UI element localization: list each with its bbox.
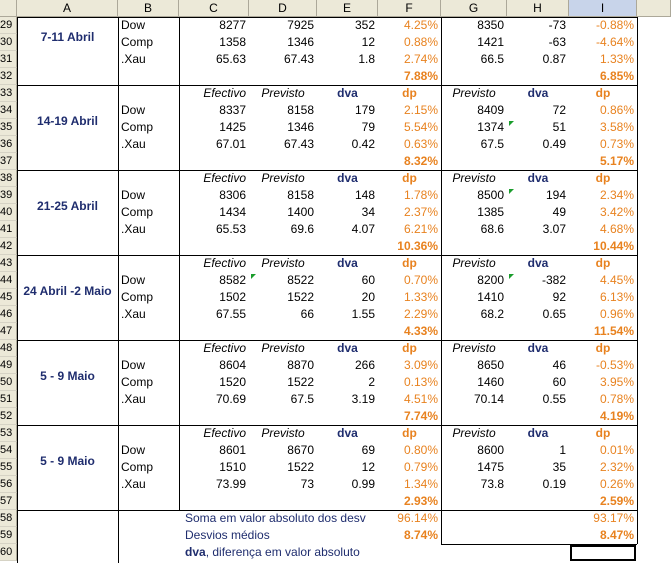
previsto-value[interactable]: 67.43 bbox=[283, 52, 314, 66]
column-header-j[interactable] bbox=[637, 0, 671, 17]
period-label[interactable]: 7-11 Abril bbox=[40, 30, 95, 44]
previsto-value[interactable]: 1522 bbox=[287, 460, 314, 474]
dp-total-2[interactable]: 10.44% bbox=[593, 239, 634, 253]
previsto-value-2[interactable]: 70.14 bbox=[473, 392, 504, 406]
dp-value-2[interactable]: 2.32% bbox=[599, 460, 634, 474]
previsto-value[interactable]: 8522 bbox=[287, 273, 314, 287]
ticker-name[interactable]: Dow bbox=[121, 188, 146, 202]
block-bottom-border bbox=[17, 85, 637, 86]
dva-value-2[interactable]: 51 bbox=[552, 120, 566, 134]
previsto-value[interactable]: 1346 bbox=[287, 35, 314, 49]
dp-value[interactable]: 1.78% bbox=[403, 188, 438, 202]
dva-value[interactable]: 2 bbox=[368, 375, 375, 389]
block-bottom-border bbox=[17, 340, 637, 341]
error-indicator-icon bbox=[509, 189, 514, 194]
header-dva[interactable]: dva bbox=[337, 341, 358, 355]
row-header-51[interactable]: 51 bbox=[0, 391, 17, 408]
efectivo-value[interactable]: 8277 bbox=[219, 18, 246, 32]
row-header-49[interactable]: 49 bbox=[0, 357, 17, 374]
dva-value[interactable]: 34 bbox=[361, 205, 375, 219]
row-header-31[interactable]: 31 bbox=[0, 51, 17, 68]
dva-value-2[interactable]: 49 bbox=[552, 205, 566, 219]
ticker-name[interactable]: Dow bbox=[121, 358, 146, 372]
header-dp-2[interactable]: dp bbox=[595, 171, 611, 185]
column-border bbox=[118, 170, 119, 255]
column-border bbox=[637, 340, 638, 425]
dp-value-2[interactable]: 6.13% bbox=[599, 290, 634, 304]
dva-value[interactable]: 79 bbox=[361, 120, 375, 134]
header-dp-2[interactable]: dp bbox=[595, 426, 611, 440]
efectivo-value[interactable]: 65.63 bbox=[215, 52, 246, 66]
column-border bbox=[637, 170, 638, 255]
efectivo-value[interactable]: 1358 bbox=[219, 35, 246, 49]
row-header-54[interactable]: 54 bbox=[0, 442, 17, 459]
column-border bbox=[441, 340, 442, 425]
efectivo-value[interactable]: 8604 bbox=[219, 358, 246, 372]
efectivo-value[interactable]: 1520 bbox=[219, 375, 246, 389]
row-header-42[interactable]: 42 bbox=[0, 238, 17, 255]
header-previsto-2[interactable]: Previsto bbox=[452, 426, 496, 440]
row-header-48[interactable]: 48 bbox=[0, 340, 17, 357]
dp-value-2[interactable]: 2.34% bbox=[599, 188, 634, 202]
column-border bbox=[17, 340, 18, 425]
desvios-value[interactable]: 8.74% bbox=[403, 528, 438, 542]
dp-value-2[interactable]: 0.26% bbox=[599, 477, 634, 491]
soma-label[interactable]: Soma em valor absoluto dos desv bbox=[185, 511, 366, 525]
dp-value-2[interactable]: 0.96% bbox=[599, 307, 634, 321]
dva-value-2[interactable]: -73 bbox=[548, 18, 566, 32]
previsto-value[interactable]: 67.5 bbox=[290, 392, 314, 406]
dva-value-2[interactable]: 0.55 bbox=[542, 392, 566, 406]
period-label[interactable]: 21-25 Abril bbox=[37, 199, 98, 213]
header-previsto[interactable]: Previsto bbox=[261, 426, 305, 440]
dva-value-2[interactable]: 194 bbox=[545, 188, 566, 202]
previsto-value-2[interactable]: 1385 bbox=[477, 205, 504, 219]
ticker-name[interactable]: Comp bbox=[121, 460, 154, 474]
dp-value[interactable]: 2.37% bbox=[403, 205, 438, 219]
header-dp[interactable]: dp bbox=[402, 171, 417, 185]
dva-legend[interactable] bbox=[185, 544, 360, 561]
header-previsto-2[interactable]: Previsto bbox=[452, 171, 496, 185]
previsto-value[interactable]: 1522 bbox=[287, 290, 314, 304]
ticker-name[interactable]: .Xau bbox=[121, 222, 146, 236]
efectivo-value[interactable]: 70.69 bbox=[215, 392, 246, 406]
column-border bbox=[637, 255, 638, 340]
dp-value-2[interactable]: 3.42% bbox=[599, 205, 634, 219]
row-header-60[interactable]: 60 bbox=[0, 544, 17, 561]
dp-value[interactable]: 4.25% bbox=[403, 18, 438, 32]
row-header-33[interactable]: 33 bbox=[0, 85, 17, 102]
column-header-f[interactable]: F bbox=[378, 0, 441, 17]
dp-value[interactable]: 2.74% bbox=[403, 52, 438, 66]
error-indicator-icon bbox=[509, 121, 514, 126]
dva-value[interactable]: 0.99 bbox=[351, 477, 375, 491]
dva-value[interactable]: 12 bbox=[361, 35, 375, 49]
previsto-value-2[interactable]: 8200 bbox=[477, 273, 504, 287]
header-dp[interactable]: dp bbox=[402, 256, 417, 270]
row-header-41[interactable]: 41 bbox=[0, 221, 17, 238]
dp-value-2[interactable]: -0.88% bbox=[595, 18, 634, 32]
header-dp-2[interactable]: dp bbox=[595, 341, 611, 355]
row-header-43[interactable]: 43 bbox=[0, 255, 17, 272]
previsto-value[interactable]: 8158 bbox=[287, 103, 314, 117]
ticker-name[interactable]: .Xau bbox=[121, 137, 146, 151]
ticker-name[interactable]: Dow bbox=[121, 18, 146, 32]
dp-total[interactable]: 4.33% bbox=[403, 324, 438, 338]
previsto-value-2[interactable]: 8350 bbox=[477, 18, 504, 32]
row-header-32[interactable]: 32 bbox=[0, 68, 17, 85]
column-border bbox=[17, 17, 18, 85]
header-dva[interactable]: dva bbox=[337, 426, 358, 440]
error-indicator-icon bbox=[509, 274, 514, 279]
row-header-36[interactable]: 36 bbox=[0, 136, 17, 153]
row-header-46[interactable]: 46 bbox=[0, 306, 17, 323]
row-header-57[interactable]: 57 bbox=[0, 493, 17, 510]
efectivo-value[interactable]: 73.99 bbox=[215, 477, 246, 491]
header-efectivo[interactable]: Efectivo bbox=[203, 256, 246, 270]
ticker-name[interactable]: Dow bbox=[121, 103, 146, 117]
dp-total[interactable]: 7.88% bbox=[403, 69, 438, 83]
dva-value[interactable]: 69 bbox=[361, 443, 375, 457]
dva-value[interactable]: 1.8 bbox=[358, 52, 375, 66]
previsto-value-2[interactable]: 1475 bbox=[477, 460, 504, 474]
dva-value-2[interactable]: 60 bbox=[552, 375, 566, 389]
header-efectivo[interactable]: Efectivo bbox=[203, 171, 246, 185]
previsto-value-2[interactable]: 1374 bbox=[477, 120, 504, 134]
column-header-c[interactable]: C bbox=[179, 0, 249, 17]
previsto-value-2[interactable]: 73.8 bbox=[480, 477, 504, 491]
previsto-value[interactable]: 66 bbox=[300, 307, 314, 321]
row-header-37[interactable]: 37 bbox=[0, 153, 17, 170]
column-border bbox=[118, 17, 119, 85]
efectivo-value[interactable]: 8582 bbox=[219, 273, 246, 287]
header-efectivo[interactable]: Efectivo bbox=[203, 86, 246, 100]
dp-value-2[interactable]: 4.68% bbox=[599, 222, 634, 236]
row-header-45[interactable]: 45 bbox=[0, 289, 17, 306]
column-header-i[interactable]: I bbox=[569, 0, 637, 17]
dp-total-2[interactable]: 11.54% bbox=[593, 324, 634, 338]
dva-value[interactable]: 4.07 bbox=[351, 222, 375, 236]
dp-total-2[interactable]: 5.17% bbox=[599, 154, 634, 168]
dp-total-2[interactable]: 6.85% bbox=[599, 69, 634, 83]
previsto-value[interactable]: 1522 bbox=[287, 375, 314, 389]
column-border bbox=[17, 425, 18, 510]
column-header-g[interactable]: G bbox=[441, 0, 507, 17]
column-border bbox=[637, 425, 638, 510]
dva-value[interactable]: 3.19 bbox=[351, 392, 375, 406]
row-header-39[interactable]: 39 bbox=[0, 187, 17, 204]
previsto-value-2[interactable]: 68.6 bbox=[480, 222, 504, 236]
dp-total-2[interactable]: 2.59% bbox=[599, 494, 634, 508]
dva-value-2[interactable]: 1 bbox=[559, 443, 566, 457]
dva-value-2[interactable]: 0.65 bbox=[542, 307, 566, 321]
previsto-value-2[interactable]: 66.5 bbox=[480, 52, 504, 66]
column-header-e[interactable]: E bbox=[317, 0, 378, 17]
dva-value[interactable]: 1.55 bbox=[351, 307, 375, 321]
header-dva-2[interactable]: dva bbox=[527, 256, 549, 270]
dp-value-2[interactable]: -4.64% bbox=[595, 35, 634, 49]
dp-value-2[interactable]: 3.58% bbox=[599, 120, 634, 134]
column-border bbox=[17, 510, 18, 563]
header-previsto[interactable]: Previsto bbox=[261, 86, 305, 100]
dva-value[interactable]: 352 bbox=[354, 18, 375, 32]
soma-value[interactable]: 96.14% bbox=[397, 511, 438, 525]
row-header-50[interactable]: 50 bbox=[0, 374, 17, 391]
row-header-34[interactable]: 34 bbox=[0, 102, 17, 119]
dp-value-2[interactable]: 0.01% bbox=[599, 443, 634, 457]
header-dp[interactable]: dp bbox=[402, 426, 417, 440]
column-border bbox=[17, 255, 18, 340]
efectivo-value[interactable]: 1434 bbox=[219, 205, 246, 219]
block-bottom-border bbox=[17, 425, 637, 426]
dp-value-2[interactable]: 0.86% bbox=[599, 103, 634, 117]
column-border bbox=[118, 85, 119, 170]
dva-value-2[interactable]: 92 bbox=[552, 290, 566, 304]
dva-value-2[interactable]: 46 bbox=[552, 358, 566, 372]
header-dva-2[interactable]: dva bbox=[527, 341, 549, 355]
header-previsto[interactable]: Previsto bbox=[261, 341, 305, 355]
efectivo-value[interactable]: 65.53 bbox=[215, 222, 246, 236]
dp-value[interactable]: 6.21% bbox=[403, 222, 438, 236]
column-border bbox=[441, 510, 442, 544]
dp-value[interactable]: 0.70% bbox=[403, 273, 438, 287]
ticker-name[interactable]: Dow bbox=[121, 273, 146, 287]
active-cell-cursor[interactable] bbox=[570, 545, 636, 561]
column-border bbox=[17, 170, 18, 255]
column-header-a[interactable]: A bbox=[17, 0, 118, 17]
period-label[interactable]: 5 - 9 Maio bbox=[40, 454, 95, 468]
efectivo-value[interactable]: 8601 bbox=[219, 443, 246, 457]
column-border bbox=[17, 85, 18, 170]
block-bottom-border bbox=[17, 510, 637, 511]
row-header-47[interactable]: 47 bbox=[0, 323, 17, 340]
ticker-name[interactable]: Comp bbox=[121, 205, 154, 219]
dp-value[interactable]: 2.15% bbox=[403, 103, 438, 117]
column-border bbox=[441, 85, 442, 170]
efectivo-value[interactable]: 1502 bbox=[219, 290, 246, 304]
header-previsto-2[interactable]: Previsto bbox=[452, 341, 496, 355]
efectivo-value[interactable]: 67.55 bbox=[215, 307, 246, 321]
header-dp-2[interactable]: dp bbox=[595, 256, 611, 270]
header-previsto-2[interactable]: Previsto bbox=[452, 256, 496, 270]
dva-value[interactable]: 179 bbox=[354, 103, 375, 117]
column-header-h[interactable]: H bbox=[507, 0, 569, 17]
efectivo-value[interactable]: 1425 bbox=[219, 120, 246, 134]
ticker-name[interactable]: Comp bbox=[121, 35, 154, 49]
ticker-name[interactable]: .Xau bbox=[121, 392, 146, 406]
dp-value-2[interactable]: 1.33% bbox=[599, 52, 634, 66]
dp-value[interactable]: 1.34% bbox=[403, 477, 438, 491]
column-border bbox=[179, 255, 180, 340]
efectivo-value[interactable]: 8337 bbox=[219, 103, 246, 117]
dp-value[interactable]: 2.29% bbox=[403, 307, 438, 321]
dva-value-2[interactable]: 0.19 bbox=[542, 477, 566, 491]
period-label[interactable]: 5 - 9 Maio bbox=[40, 369, 95, 383]
dp-value[interactable]: 1.33% bbox=[403, 290, 438, 304]
column-border bbox=[179, 340, 180, 425]
error-indicator-icon bbox=[251, 274, 256, 279]
previsto-value-2[interactable]: 1410 bbox=[477, 290, 504, 304]
previsto-value-2[interactable]: 8500 bbox=[477, 188, 504, 202]
dp-value[interactable]: 0.79% bbox=[403, 460, 438, 474]
ticker-name[interactable]: .Xau bbox=[121, 52, 146, 66]
row-header-38[interactable]: 38 bbox=[0, 170, 17, 187]
efectivo-value[interactable]: 1510 bbox=[219, 460, 246, 474]
column-border bbox=[441, 425, 442, 510]
dp-value-2[interactable]: -0.53% bbox=[595, 358, 634, 372]
row-header-29[interactable]: 29 bbox=[0, 17, 17, 34]
row-header-40[interactable]: 40 bbox=[0, 204, 17, 221]
dp-total-2[interactable]: 4.19% bbox=[599, 409, 634, 423]
row-header-35[interactable]: 35 bbox=[0, 119, 17, 136]
desvios-label[interactable]: Desvios médios bbox=[185, 528, 270, 542]
column-border bbox=[179, 425, 180, 510]
previsto-value[interactable]: 7925 bbox=[287, 18, 314, 32]
row-header-59[interactable]: 59 bbox=[0, 527, 17, 544]
dp-value[interactable]: 0.13% bbox=[403, 375, 438, 389]
dva-value-2[interactable]: 0.49 bbox=[542, 137, 566, 151]
efectivo-value[interactable]: 8306 bbox=[219, 188, 246, 202]
dva-value[interactable]: 60 bbox=[361, 273, 375, 287]
dp-value[interactable]: 0.63% bbox=[403, 137, 438, 151]
row-header-44[interactable]: 44 bbox=[0, 272, 17, 289]
header-efectivo[interactable]: Efectivo bbox=[203, 426, 246, 440]
dva-value[interactable]: 0.42 bbox=[351, 137, 375, 151]
efectivo-value[interactable]: 67.01 bbox=[215, 137, 246, 151]
dva-value-2[interactable]: 3.07 bbox=[542, 222, 566, 236]
header-previsto[interactable]: Previsto bbox=[261, 256, 305, 270]
column-border bbox=[441, 17, 442, 85]
previsto-value[interactable]: 69.6 bbox=[290, 222, 314, 236]
dp-value[interactable]: 5.54% bbox=[403, 120, 438, 134]
dp-value[interactable]: 0.80% bbox=[403, 443, 438, 457]
previsto-value-2[interactable]: 8650 bbox=[477, 358, 504, 372]
desvios-value-2[interactable]: 8.47% bbox=[599, 528, 634, 542]
column-border bbox=[179, 170, 180, 255]
dva-value[interactable]: 148 bbox=[354, 188, 375, 202]
header-dva-2[interactable]: dva bbox=[527, 426, 549, 440]
dp-total[interactable]: 7.74% bbox=[403, 409, 438, 423]
previsto-value-2[interactable]: 1421 bbox=[477, 35, 504, 49]
dva-value[interactable]: 20 bbox=[361, 290, 375, 304]
column-header-d[interactable]: D bbox=[249, 0, 317, 17]
header-dp-2[interactable]: dp bbox=[595, 86, 611, 100]
header-dva-2[interactable]: dva bbox=[527, 171, 549, 185]
previsto-value-2[interactable]: 1460 bbox=[477, 375, 504, 389]
dva-value-2[interactable]: -63 bbox=[548, 35, 566, 49]
dva-value-2[interactable]: -382 bbox=[541, 273, 566, 287]
header-efectivo[interactable]: Efectivo bbox=[203, 341, 246, 355]
dva-value[interactable]: 12 bbox=[361, 460, 375, 474]
block-bottom-border bbox=[17, 255, 637, 256]
block-top-border bbox=[17, 17, 637, 18]
ticker-name[interactable]: .Xau bbox=[121, 307, 146, 321]
period-label[interactable]: 24 Abril -2 Maio bbox=[23, 284, 112, 298]
period-label[interactable]: 14-19 Abril bbox=[37, 114, 98, 128]
column-border bbox=[441, 170, 442, 255]
previsto-value-2[interactable]: 8409 bbox=[477, 103, 504, 117]
column-border bbox=[637, 17, 638, 85]
column-border bbox=[179, 85, 180, 170]
previsto-value[interactable]: 67.43 bbox=[283, 137, 314, 151]
previsto-value-2[interactable]: 8600 bbox=[477, 443, 504, 457]
previsto-value[interactable]: 1400 bbox=[287, 205, 314, 219]
dp-total[interactable]: 2.93% bbox=[403, 494, 438, 508]
dp-value-2[interactable]: 3.95% bbox=[599, 375, 634, 389]
header-dva[interactable]: dva bbox=[337, 256, 358, 270]
header-dp[interactable]: dp bbox=[402, 341, 417, 355]
row-header-55[interactable]: 55 bbox=[0, 459, 17, 476]
previsto-value[interactable]: 73 bbox=[300, 477, 314, 491]
dp-total[interactable]: 8.32% bbox=[403, 154, 438, 168]
column-border bbox=[637, 85, 638, 170]
header-dva[interactable]: dva bbox=[337, 86, 358, 100]
previsto-value[interactable]: 8870 bbox=[287, 358, 314, 372]
previsto-value[interactable]: 8670 bbox=[287, 443, 314, 457]
dva-value-2[interactable]: 72 bbox=[552, 103, 566, 117]
column-border bbox=[441, 255, 442, 340]
soma-value-2[interactable]: 93.17% bbox=[593, 511, 634, 525]
column-border bbox=[118, 510, 119, 563]
column-border bbox=[637, 510, 638, 544]
dp-value[interactable]: 0.88% bbox=[403, 35, 438, 49]
header-dva[interactable]: dva bbox=[337, 171, 358, 185]
previsto-value[interactable]: 1346 bbox=[287, 120, 314, 134]
dp-value[interactable]: 4.51% bbox=[403, 392, 438, 406]
dp-total[interactable]: 10.36% bbox=[397, 239, 438, 253]
column-header-b[interactable]: B bbox=[118, 0, 179, 17]
dp-value-2[interactable]: 0.73% bbox=[599, 137, 634, 151]
row-header-56[interactable]: 56 bbox=[0, 476, 17, 493]
dp-value-2[interactable]: 4.45% bbox=[599, 273, 634, 287]
header-previsto[interactable]: Previsto bbox=[261, 171, 305, 185]
ticker-name[interactable]: Comp bbox=[121, 290, 154, 304]
header-dva-2[interactable]: dva bbox=[527, 86, 549, 100]
row-header-53[interactable]: 53 bbox=[0, 425, 17, 442]
ticker-name[interactable]: Dow bbox=[121, 443, 146, 457]
dp-value[interactable]: 3.09% bbox=[403, 358, 438, 372]
ticker-name[interactable]: Comp bbox=[121, 120, 154, 134]
dva-value-2[interactable]: 0.87 bbox=[542, 52, 566, 66]
column-border bbox=[118, 255, 119, 340]
dp-value-2[interactable]: 0.78% bbox=[599, 392, 634, 406]
ticker-name[interactable]: Comp bbox=[121, 375, 154, 389]
dva-value-2[interactable]: 35 bbox=[552, 460, 566, 474]
column-border bbox=[118, 425, 119, 510]
row-header-30[interactable]: 30 bbox=[0, 34, 17, 51]
select-all-corner[interactable] bbox=[0, 0, 17, 17]
column-border bbox=[118, 340, 119, 425]
row-header-58[interactable]: 58 bbox=[0, 510, 17, 527]
previsto-value[interactable]: 8158 bbox=[287, 188, 314, 202]
dva-legend-text: , diferença em valor absoluto bbox=[205, 545, 360, 559]
column-border bbox=[179, 17, 180, 85]
previsto-value-2[interactable]: 67.5 bbox=[480, 137, 504, 151]
previsto-value-2[interactable]: 68.2 bbox=[480, 307, 504, 321]
block-bottom-border bbox=[17, 170, 637, 171]
dva-value[interactable]: 266 bbox=[354, 358, 375, 372]
row-header-52[interactable]: 52 bbox=[0, 408, 17, 425]
ticker-name[interactable]: .Xau bbox=[121, 477, 146, 491]
header-dp[interactable]: dp bbox=[402, 86, 417, 100]
header-previsto-2[interactable]: Previsto bbox=[452, 86, 496, 100]
dva-legend-bold: dva bbox=[185, 545, 206, 559]
